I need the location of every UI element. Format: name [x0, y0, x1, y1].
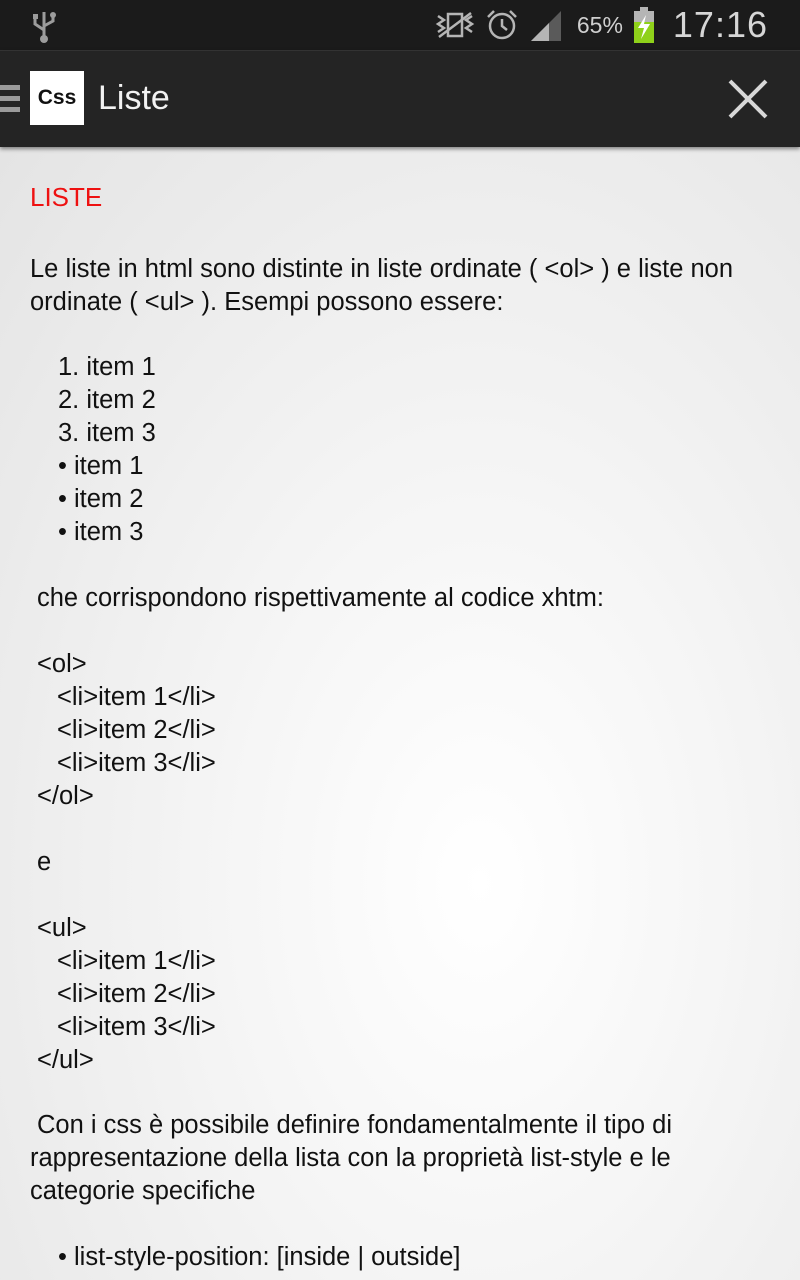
- code-line: </ul>: [37, 1046, 94, 1074]
- battery-percent: 65%: [576, 11, 623, 38]
- battery-charging-icon: [633, 7, 655, 43]
- content-area[interactable]: [0, 147, 800, 1280]
- list-item: 3. item 3: [58, 419, 156, 447]
- code-line: <ul>: [37, 914, 87, 942]
- list-item: • item 1: [58, 452, 144, 480]
- drawer-menu-icon[interactable]: [0, 85, 20, 115]
- code-line: <li>item 3</li>: [57, 1013, 216, 1041]
- close-icon[interactable]: [724, 75, 772, 123]
- code-line: <ol>: [37, 650, 87, 678]
- list-item: • list-style-position: [inside | outside]: [58, 1243, 461, 1271]
- ordered-list-example: [30, 351, 156, 450]
- code-line: <li>item 2</li>: [57, 980, 216, 1008]
- clock: 17:16: [672, 4, 768, 45]
- code-line: <li>item 2</li>: [57, 716, 216, 744]
- code-line: <li>item 1</li>: [57, 947, 216, 975]
- section-heading: LISTE: [30, 182, 103, 212]
- page-title: Liste: [98, 79, 170, 117]
- status-bar: [0, 0, 800, 50]
- usb-icon: [30, 8, 58, 44]
- list-item: • item 3: [58, 518, 144, 546]
- code-line: <li>item 1</li>: [57, 683, 216, 711]
- list-item: • item 2: [58, 485, 144, 513]
- app-logo[interactable]: Css: [30, 71, 84, 125]
- vibrate-icon: [435, 10, 475, 40]
- property-list: [30, 1241, 460, 1274]
- action-bar: [0, 50, 800, 147]
- conjunction-text: e: [37, 848, 52, 876]
- intro-paragraph: Le liste in html sono distinte in liste ordinate ( <ol> ) e liste non ordinate ( <ul> ). Esempi possono essere:: [30, 255, 734, 316]
- css-paragraph: Con i css è possibile definire fondamentalmente il tipo di rappresentazione della lista con la proprietà list-style e le categorie specifiche: [30, 1111, 673, 1205]
- code-line: <li>item 3</li>: [57, 749, 216, 777]
- unordered-list-example: [30, 450, 143, 549]
- list-item: 1. item 1: [58, 353, 156, 381]
- correspond-text: che corrispondono rispettivamente al codice xhtm:: [37, 584, 604, 612]
- list-item: 2. item 2: [58, 386, 156, 414]
- signal-icon: [529, 9, 563, 41]
- code-line: </ol>: [37, 782, 94, 810]
- alarm-icon: [485, 8, 519, 42]
